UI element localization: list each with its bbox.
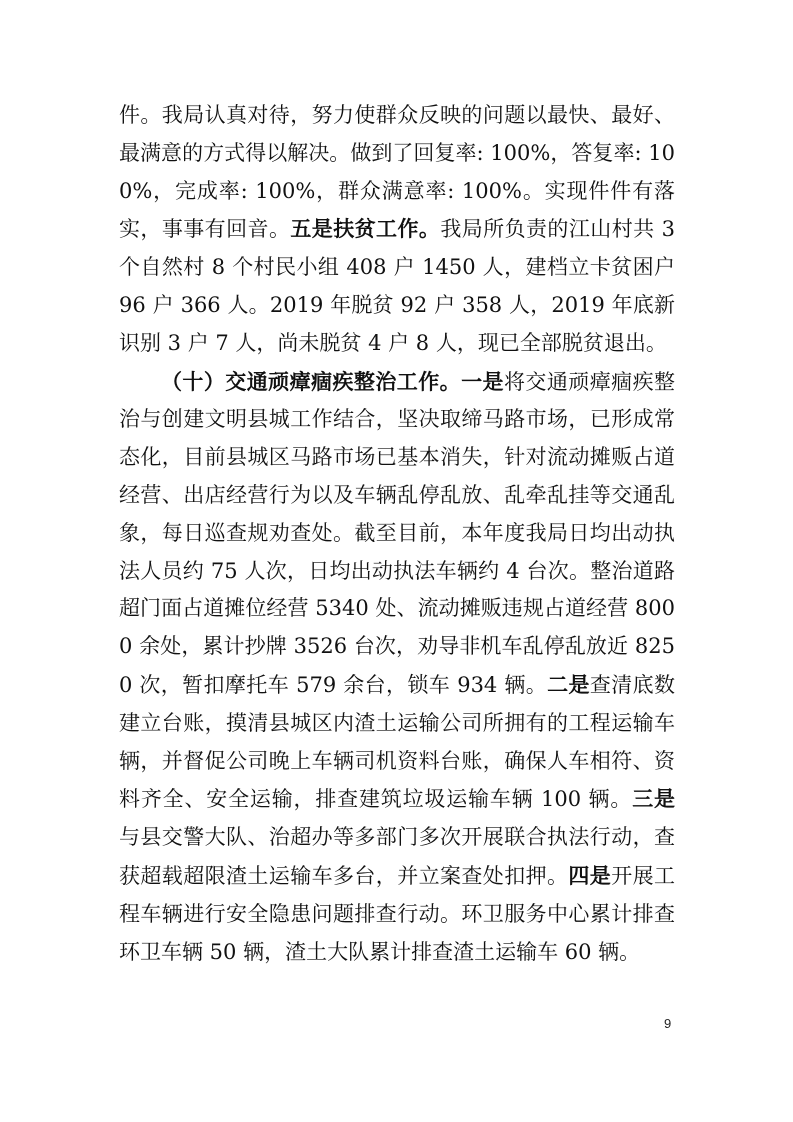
section-heading: （十）交通顽瘴痼疾整治工作。 [161,368,462,394]
paragraph-text: 与县交警大队、治超办等多部门多次开展联合执法行动，查获超载超限渣土运输车多台，并立案查处扣押。 [119,825,675,888]
paragraph-text: 开展工程车辆进行安全隐患问题排查行动。环卫服务中心累计排查环卫车辆 50 辆，渣土大队累计排查渣土运输车 60 辆。 [119,863,676,964]
paragraph-text: 我局所负责的江山村共 3 个自然村 8 个村民小组 408 户 1450 人，建档立卡贫困户 96 户 366 人。2019 年脱贫 92 户 358 人，2019 年底新识别 3 户 7 人，尚未脱贫 4 户 8 人，现已全部脱贫退出。 [119,217,675,355]
paragraph-poverty-alleviation [119,97,675,363]
paragraph-text: 件。我局认真对待，努力使群众反映的问题以最快、最好、最满意的方式得以解决。做到了回复率: 100%，答复率: 100%，完成率: 100%，群众满意率: 100%。实现件件有落实，事事有回音。 [119,103,675,242]
bold-item-marker: 三是 [632,786,676,812]
page-number: 9 [664,1016,672,1031]
paragraph-text: 查清底数建立台账，摸清县城区内渣土运输公司所拥有的工程运输车辆，并督促公司晚上车辆司机资料台账，确保人车相符、资料齐全、安全运输，排查建筑垃圾运输车辆 100 辆。 [119,672,676,812]
bold-item-marker: 四是 [568,862,612,888]
paragraph-text: 将交通顽瘴痼疾整治与创建文明县城工作结合，坚决取缔马路市场，已形成常态化，目前县城区马路市场已基本消失，针对流动摊贩占道经营、出店经营行为以及车辆乱停乱放、乱牵乱挂等交通乱象，每日巡查规劝查处。截至目前，本年度我局日均出动执法人员约 75 人次，日均出动执法车辆约 4 台次。整治道路超门面占道摊位经营 5340 处、流动摊贩违规占道经营 8000 余处，累计抄牌 3526 台次，劝导非机车乱停乱放近 8250 次，暂扣摩托车 579 余台，锁车 934 辆。 [119,369,676,697]
bold-item-marker: 二是 [547,671,590,697]
document-page [119,97,675,971]
bold-item-heading: 五是扶贫工作。 [290,216,441,242]
paragraph-traffic-rectification [119,363,675,972]
bold-item-marker: 一是 [461,368,504,394]
